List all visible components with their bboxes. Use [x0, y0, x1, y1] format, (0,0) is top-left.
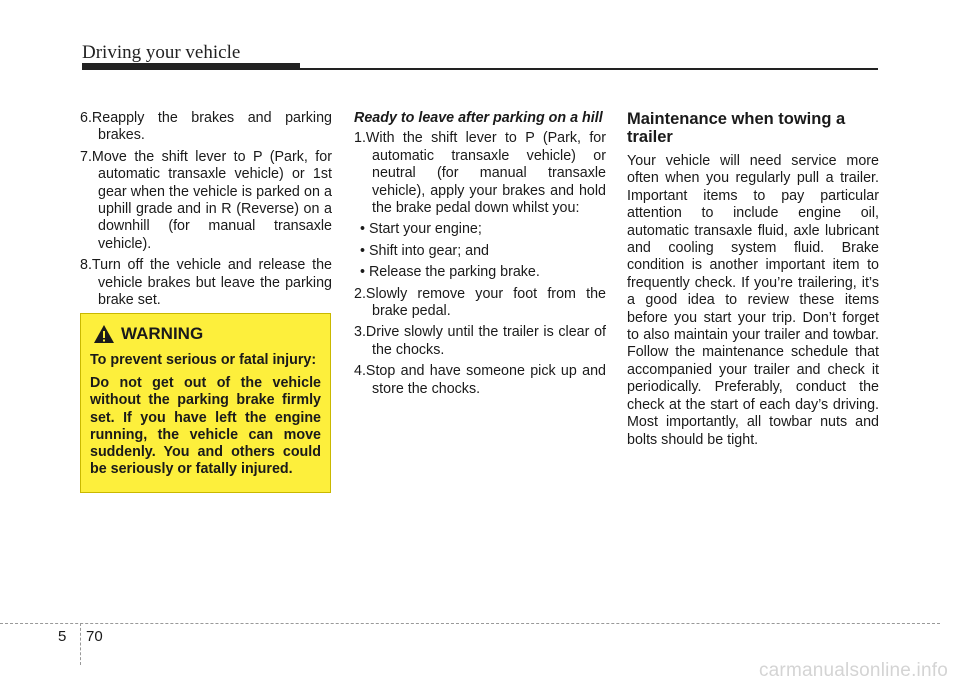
- step-1: 1.With the shift lever to P (Park, for automatic transaxle vehicle) or neutral (for manual transaxle vehicle), apply your brakes and hold the brake pedal down whilst you:: [354, 130, 606, 217]
- step-8: 8.Turn off the vehicle and release the vehicle brakes but leave the parking brake set.: [80, 257, 332, 309]
- footer-rule: [0, 623, 940, 624]
- bullet-item: • Shift into gear; and: [360, 242, 489, 259]
- column-1: [80, 110, 332, 313]
- section-number: 5: [58, 628, 67, 645]
- section-body: Your vehicle will need service more often when you regularly pull a trailer. Important items to pay particular attention to include engine oil, automatic transaxle fluid, axle lubricant and cooling system fluid. Brake condition is another important item to frequently check. If you’re trailering, it’s a good idea to review these items before you start your trip. Don’t forget to also maintain your trailer and towbar. Follow the maintenance schedule that accompanied your trailer and check it periodically. Preferably, conduct the check at the start of each day’s driving. Most importantly, all towbar nuts and bolts should be tight.: [627, 153, 879, 448]
- warning-header: [90, 324, 321, 344]
- step-3: 3.Drive slowly until the trailer is clear of the chocks.: [354, 324, 606, 358]
- section-title: Maintenance when towing a trailer: [627, 110, 846, 146]
- warning-box: [80, 313, 331, 493]
- bullet-item: • Start your engine;: [360, 221, 482, 238]
- warning-title: WARNING: [121, 324, 204, 344]
- column-2: [354, 110, 606, 402]
- page-header-title: Driving your vehicle: [82, 42, 241, 63]
- watermark: carmanualsonline.info: [758, 660, 948, 681]
- step-6: 6.Reapply the brakes and parking brakes.: [80, 110, 332, 144]
- step-4: 4.Stop and have someone pick up and store the chocks.: [354, 363, 606, 397]
- warning-line-2: Do not get out of the vehicle without the parking brake firmly set. If you have left the engine running, the vehicle can move suddenly. You and others could be seriously or fatally injured.: [90, 375, 321, 478]
- warning-line-1: To prevent serious or fatal injury:: [90, 352, 317, 368]
- page-number: 70: [86, 628, 103, 645]
- warning-triangle-icon: [93, 324, 115, 344]
- subheading: Ready to leave after parking on a hill: [354, 110, 603, 126]
- step-7: 7.Move the shift lever to P (Park, for automatic transaxle vehicle) or 1st gear when the vehicle is parked on a uphill grade and in R (Reverse) on a downhill (for manual transaxle vehicle).: [80, 148, 332, 252]
- footer-divider: [80, 623, 81, 665]
- header-rule: [82, 68, 878, 70]
- bullet-item: • Release the parking brake.: [360, 264, 540, 281]
- column-3: [627, 110, 879, 449]
- step-2: 2.Slowly remove your foot from the brake pedal.: [354, 285, 606, 320]
